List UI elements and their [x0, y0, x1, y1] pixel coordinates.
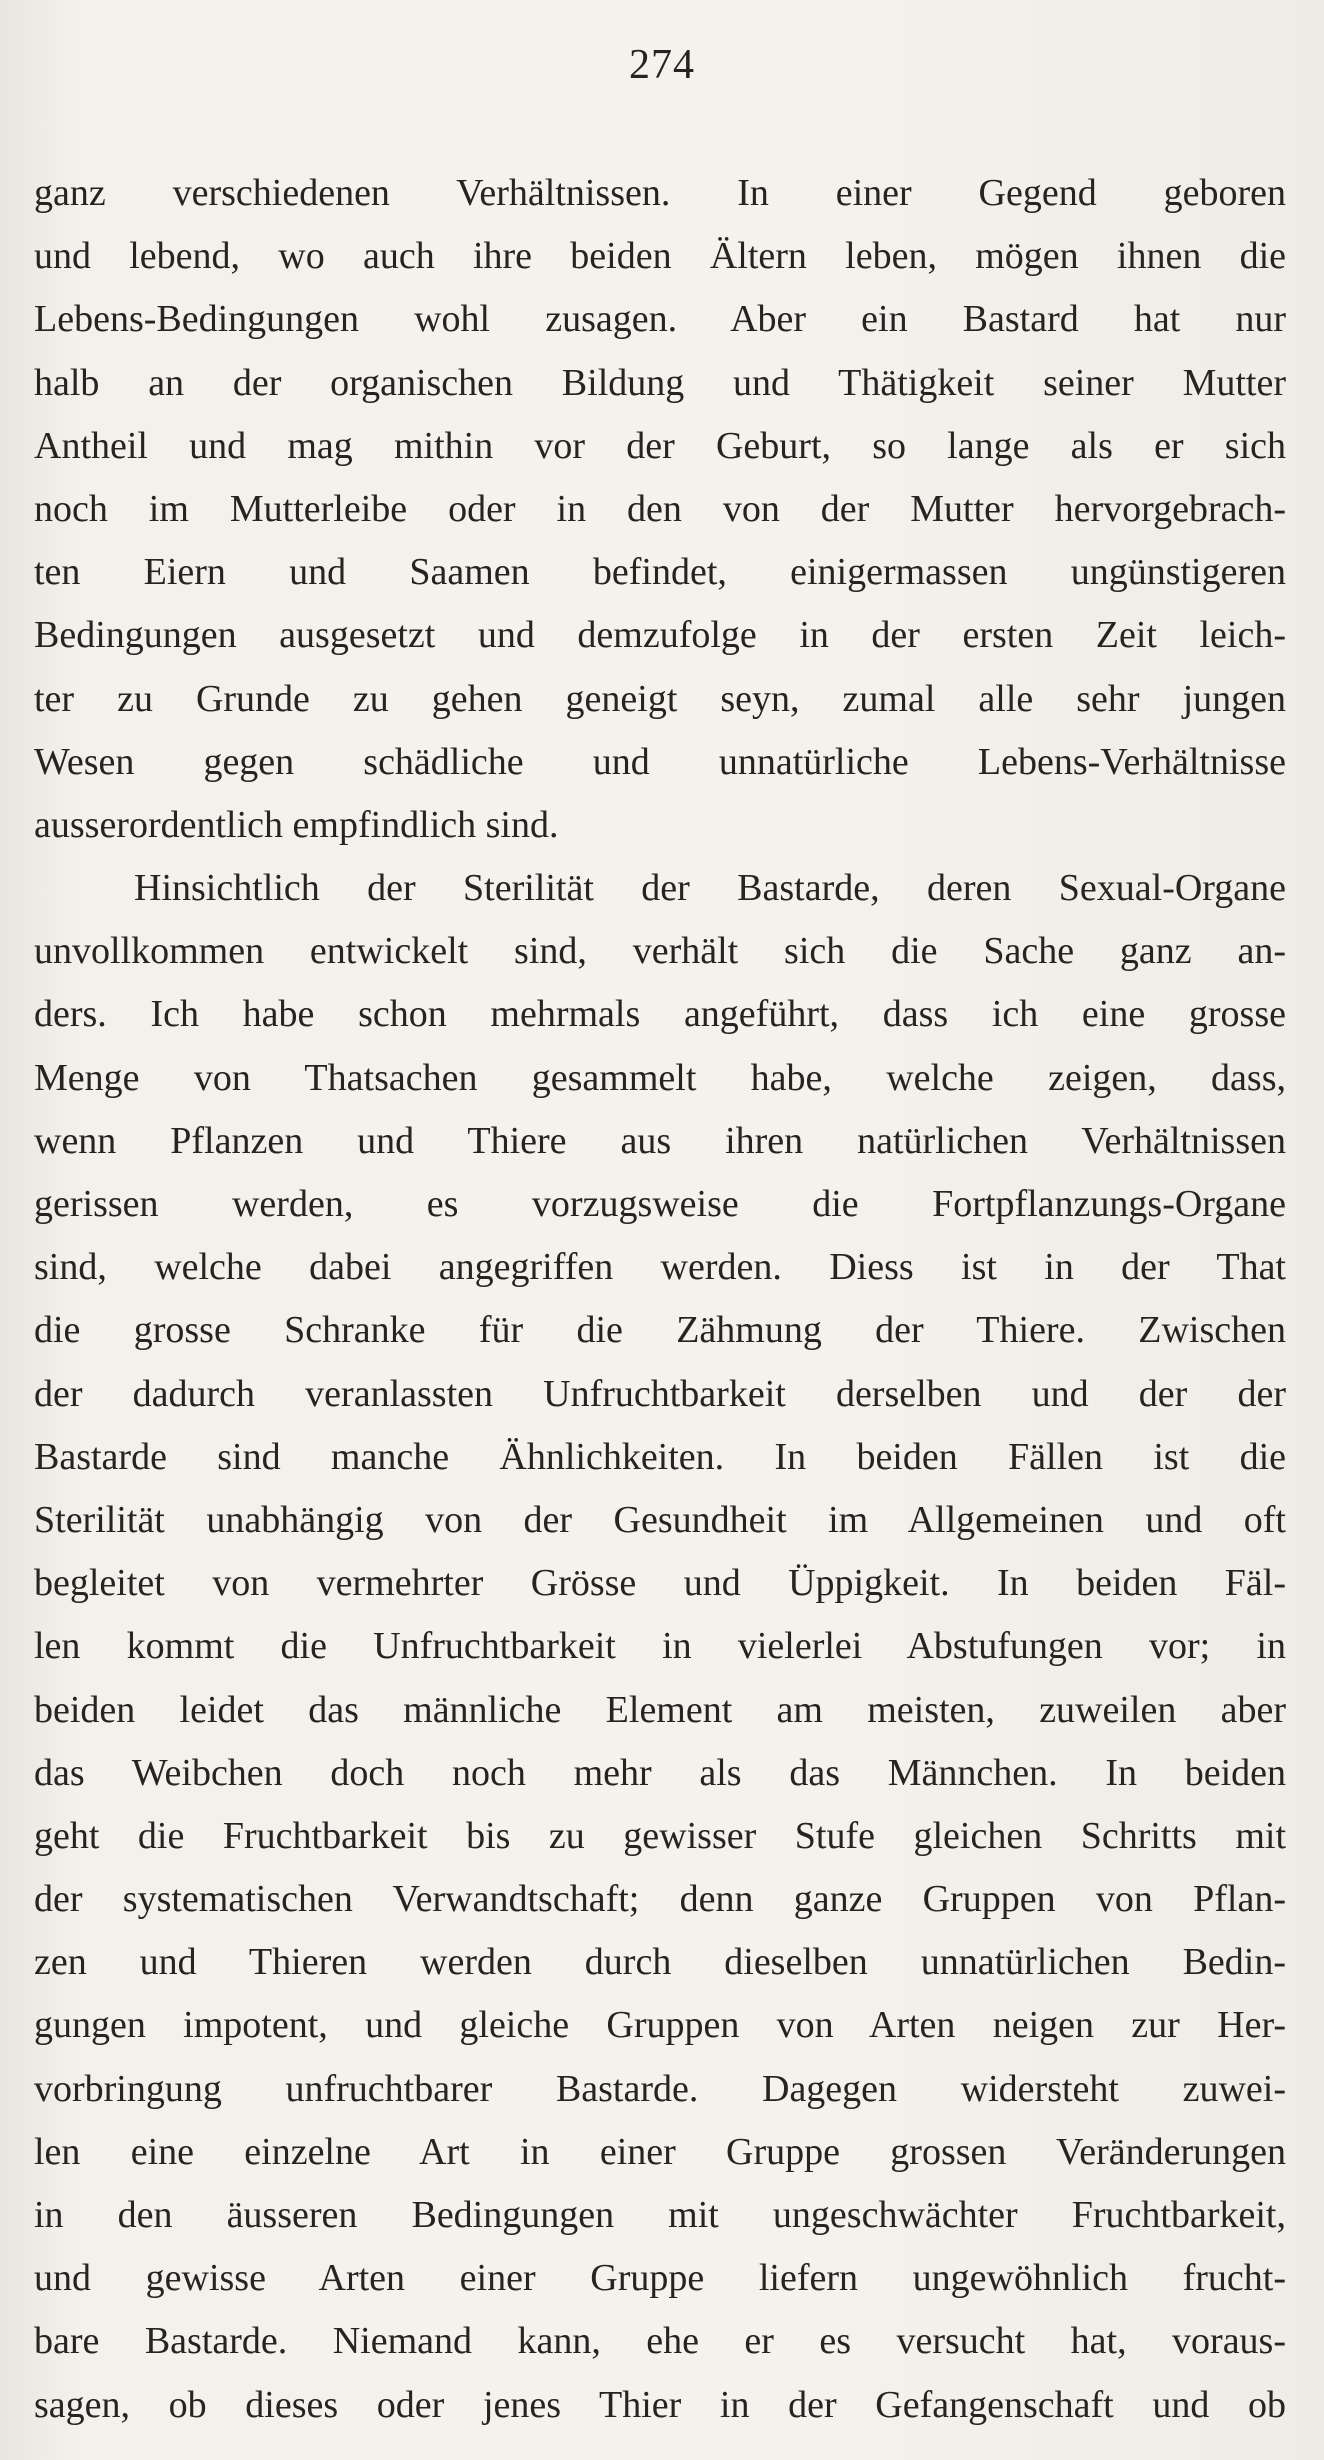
paragraph	[34, 162, 1286, 857]
text-line: halb an der organischen Bildung und Thätigkeit seiner Mutter	[34, 361, 1286, 404]
text-line: geht die Fruchtbarkeit bis zu gewisser Stufe gleichen Schritts mit	[34, 1814, 1286, 1857]
text-line: ter zu Grunde zu gehen geneigt seyn, zumal alle sehr jungen	[34, 677, 1286, 720]
text-line: gungen impotent, und gleiche Gruppen von Arten neigen zur Her-	[34, 2004, 1286, 2047]
text-line: len eine einzelne Art in einer Gruppe grossen Veränderungen	[34, 2130, 1286, 2173]
text-line: Wesen gegen schädliche und unnatürliche Lebens-Verhältnisse	[34, 740, 1286, 783]
text-line: sind, welche dabei angegriffen werden. Diess ist in der That	[34, 1246, 1286, 1289]
text-line: Bedingungen ausgesetzt und demzufolge in der ersten Zeit leich-	[34, 614, 1286, 657]
text-line: bare Bastarde. Niemand kann, ehe er es versucht hat, voraus-	[34, 2320, 1286, 2363]
text-line: der dadurch veranlassten Unfruchtbarkeit derselben und der der	[34, 1372, 1286, 1415]
text-line: vorbringung unfruchtbarer Bastarde. Dagegen widersteht zuwei-	[34, 2067, 1286, 2110]
text-line: unvollkommen entwickelt sind, verhält sich die Sache ganz an-	[34, 930, 1286, 973]
text-line: ausserordentlich empfindlich sind.	[34, 803, 559, 846]
text-line: noch im Mutterleibe oder in den von der Mutter hervorgebrach-	[34, 487, 1286, 530]
text-line: in den äusseren Bedingungen mit ungeschwächter Fruchtbarkeit,	[34, 2194, 1286, 2236]
text-line: begleitet von vermehrter Grösse und Üppigkeit. In beiden Fäl-	[34, 1562, 1286, 1605]
text-line: gerissen werden, es vorzugsweise die Fortpflanzungs-Organe	[34, 1183, 1286, 1225]
text-line: Menge von Thatsachen gesammelt habe, welche zeigen, dass,	[34, 1056, 1286, 1099]
paragraph	[34, 857, 1286, 2437]
text-line: und lebend, wo auch ihre beiden Ältern leben, mögen ihnen die	[34, 235, 1286, 278]
text-line: das Weibchen doch noch mehr als das Männchen. In beiden	[34, 1751, 1286, 1794]
body-text	[34, 162, 1286, 2437]
text-line: Hinsichtlich der Sterilität der Bastarde, deren Sexual-Organe	[134, 867, 1286, 910]
text-line: wenn Pflanzen und Thiere aus ihren natürlichen Verhältnissen	[34, 1119, 1286, 1162]
text-line: ten Eiern und Saamen befindet, einigermassen ungünstigeren	[34, 551, 1286, 594]
text-line: Lebens-Bedingungen wohl zusagen. Aber ein Bastard hat nur	[34, 298, 1286, 341]
text-line: die grosse Schranke für die Zähmung der Thiere. Zwischen	[34, 1309, 1286, 1352]
text-line: Bastarde sind manche Ähnlichkeiten. In beiden Fällen ist die	[34, 1435, 1286, 1478]
text-line: und gewisse Arten einer Gruppe liefern ungewöhnlich frucht-	[34, 2257, 1286, 2300]
text-line: zen und Thieren werden durch dieselben unnatürlichen Bedin-	[34, 1941, 1286, 1984]
text-line: sagen, ob dieses oder jenes Thier in der Gefangenschaft und ob	[34, 2383, 1286, 2426]
page-number: 274	[629, 42, 695, 88]
text-line: beiden leidet das männliche Element am meisten, zuweilen aber	[34, 1688, 1286, 1731]
text-line: len kommt die Unfruchtbarkeit in vielerlei Abstufungen vor; in	[34, 1625, 1286, 1668]
text-line: ders. Ich habe schon mehrmals angeführt, dass ich eine grosse	[34, 993, 1286, 1036]
text-line: der systematischen Verwandtschaft; denn ganze Gruppen von Pflan-	[34, 1878, 1286, 1921]
text-line: Antheil und mag mithin vor der Geburt, so lange als er sich	[34, 424, 1286, 467]
text-line: Sterilität unabhängig von der Gesundheit im Allgemeinen und oft	[34, 1498, 1286, 1541]
text-line: ganz verschiedenen Verhältnissen. In einer Gegend geboren	[34, 172, 1286, 214]
